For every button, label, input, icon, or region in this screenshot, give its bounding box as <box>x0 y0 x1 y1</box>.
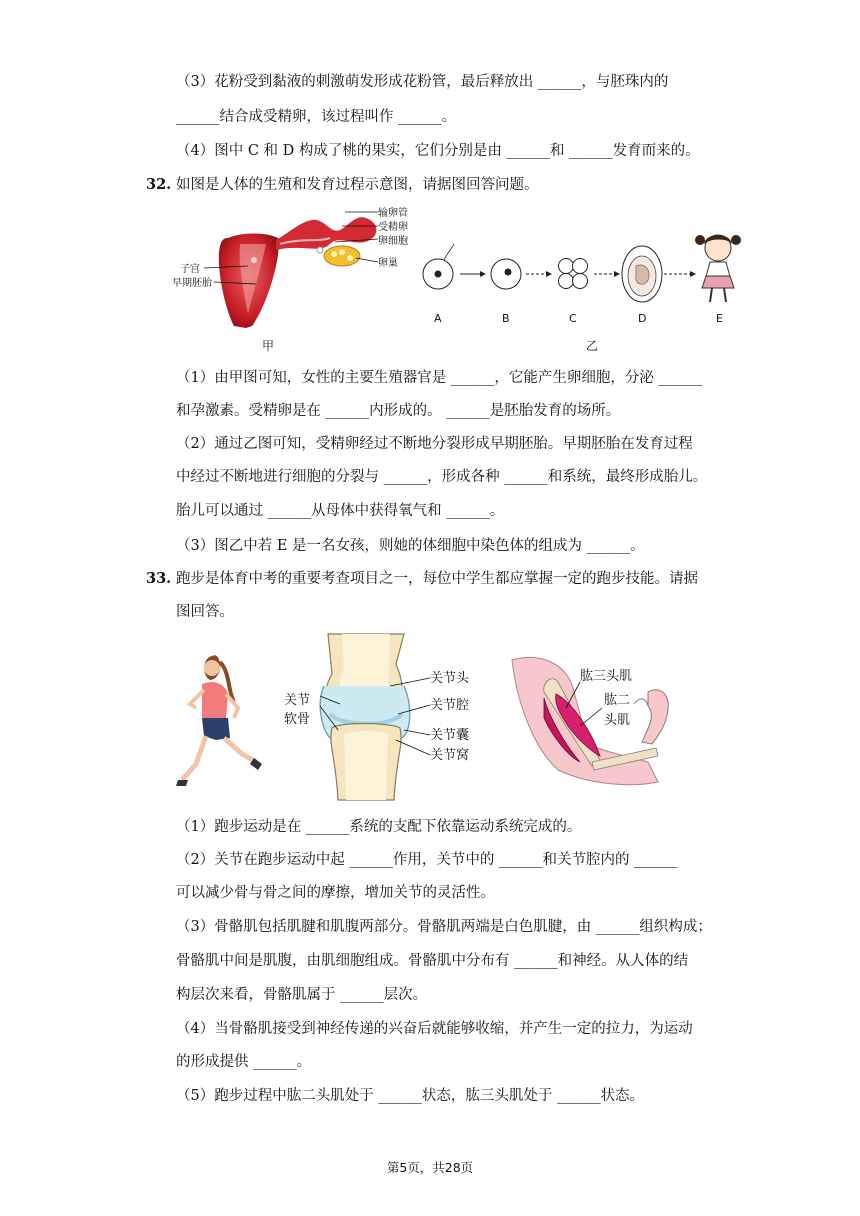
figure-yi-caption: 乙 <box>586 339 599 353</box>
stage-b-label: B <box>502 312 510 325</box>
label-joint-cavity: 关节腔 <box>430 698 470 713</box>
q32-line-4: 中经过不断地进行细胞的分裂与 ______，形成各种 ______和系统，最终形成胎儿。 <box>176 469 708 485</box>
q33-line-1: （1）跑步运动是在 ______系统的支配下依靠运动系统完成的。 <box>176 819 582 835</box>
uterus-figure <box>170 204 408 358</box>
runner-figure <box>172 646 268 794</box>
label-zygote: 受精卵 <box>378 222 408 233</box>
q32-line-1: （1）由甲图可知，女性的主要生殖器官是 ______，它能产生卵细胞，分泌 ______ <box>176 370 702 386</box>
stage-a-label: A <box>434 312 442 325</box>
q33-stem-1: 跑步是体育中考的重要考查项目之一，每位中学生都应掌握一定的跑步技能。请据 <box>176 571 698 587</box>
q32-line-2: 和孕激素。受精卵是在 ______内形成的。 ______是胚胎发育的场所。 <box>176 403 621 419</box>
q32-line-5: 胎儿可以通过 ______从母体中获得氧气和 ______。 <box>176 503 505 519</box>
q31-line-3-cont: ______结合成受精卵，该过程叫作 ______。 <box>176 109 457 125</box>
sperm-shape <box>444 244 454 260</box>
stage-e-girl <box>695 235 741 302</box>
stage-c-cells <box>559 259 588 289</box>
oviduct-shape <box>276 217 376 250</box>
q33-line-6: 构层次来看，骨骼肌属于 ______层次。 <box>176 987 428 1003</box>
q32-line-6: （3）图乙中若 E 是一名女孩，则她的体细胞中染色体的组成为 ______。 <box>176 538 645 554</box>
label-biceps-1: 肱二 <box>604 693 631 708</box>
q31-line-3: （3）花粉受到黏液的刺激萌发形成花粉管，最后释放出 ______，与胚珠内的 <box>176 74 669 90</box>
label-egg-cell: 卵细胞 <box>378 236 408 247</box>
q33-line-7: （4）当骨骼肌接受到神经传递的兴奋后就能够收缩，并产生一定的拉力，为运动 <box>176 1021 693 1037</box>
label-cartilage: 软骨 <box>284 712 311 727</box>
hand-shape <box>642 690 668 744</box>
q33-line-5: 骨骼肌中间是肌腹，由肌细胞组成。骨骼肌中分布有 ______和神经。从人体的结 <box>176 953 689 969</box>
stage-c-label: C <box>569 312 577 325</box>
label-joint-capsule: 关节囊 <box>430 728 470 743</box>
q31-line-4: （4）图中 C 和 D 构成了桃的果实，它们分别是由 ______和 ______发育而来的。 <box>176 143 700 159</box>
q33-line-4: （3）骨骼肌包括肌腱和肌腹两部分。骨骼肌两端是白色肌腱，由 ______组织构成； <box>176 919 712 935</box>
arm-muscle-figure <box>508 652 678 802</box>
stage-d-fetus <box>622 246 662 302</box>
q32-number: 32. <box>146 176 172 193</box>
label-triceps: 肱三头肌 <box>580 669 633 684</box>
q32-line-3: （2）通过乙图可知，受精卵经过不断地分裂形成早期胚胎。早期胚胎在发育过程 <box>176 436 693 452</box>
label-articular-1: 关节 <box>284 693 311 708</box>
figure-jia-caption: 甲 <box>262 339 275 353</box>
label-early-embryo: 早期胚胎 <box>172 278 212 289</box>
q33-stem-2: 图回答。 <box>176 604 234 620</box>
q33-line-3: 可以减少骨与骨之间的摩擦，增加关节的灵活性。 <box>176 885 495 901</box>
q32-stem: 如图是人体的生殖和发育过程示意图，请据图回答问题。 <box>176 177 539 193</box>
q33-line-9: （5）跑步过程中肱二头肌处于 ______状态，肱三头肌处于 ______状态。 <box>176 1088 644 1104</box>
page-footer: 第5页，共28页 <box>386 1160 474 1175</box>
q33-line-2: （2）关节在跑步运动中起 ______作用，关节中的 ______和关节腔内的 ______ <box>176 852 678 868</box>
label-joint-head: 关节头 <box>430 671 470 686</box>
joint-figure <box>280 634 480 800</box>
label-oviduct: 输卵管 <box>378 208 408 219</box>
q33-line-8: 的形成提供 ______。 <box>176 1054 312 1070</box>
stage-e-label: E <box>716 312 723 325</box>
label-joint-socket: 关节窝 <box>430 748 470 763</box>
development-figure <box>410 226 760 356</box>
label-ovary: 卵巢 <box>378 258 398 269</box>
label-biceps-2: 头肌 <box>604 713 631 728</box>
stage-d-label: D <box>638 312 647 325</box>
q33-number: 33. <box>146 570 172 587</box>
label-uterus: 子宫 <box>180 264 200 275</box>
